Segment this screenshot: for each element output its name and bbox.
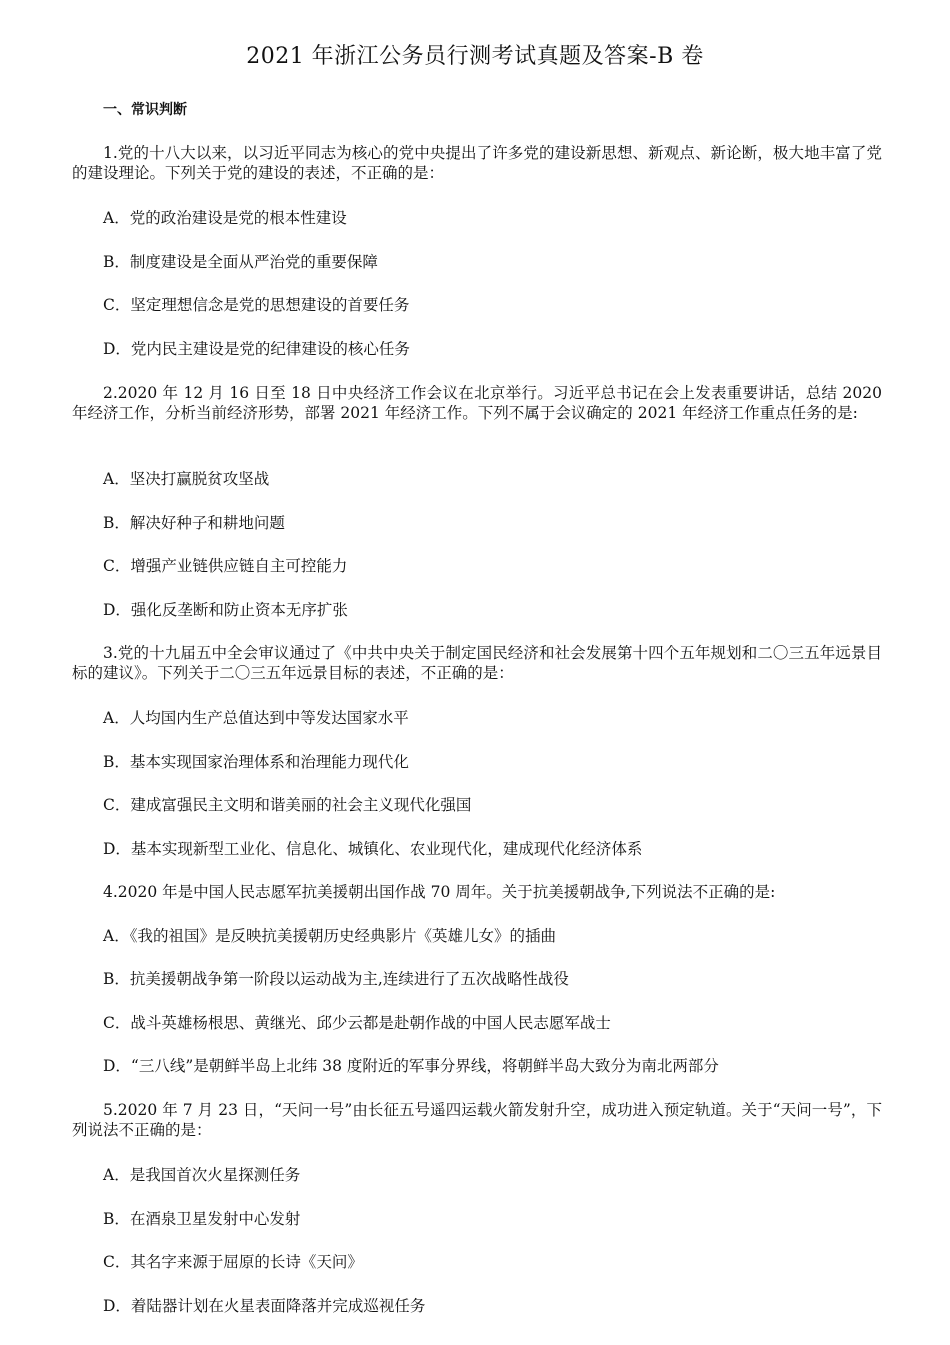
section-heading: 一、常识判断 [103, 102, 187, 118]
question-1-option-b: B．制度建设是全面从严治党的重要保障 [103, 253, 378, 271]
document-title: 2021 年浙江公务员行测考试真题及答案-B 卷 [246, 44, 704, 69]
question-1-option-d: D．党内民主建设是党的纪律建设的核心任务 [103, 340, 410, 358]
question-3-stem: 3.党的十九届五中全会审议通过了《中共中央关于制定国民经济和社会发展第十四个五年规划和二〇三五年远景目标的建议》。下列关于二〇三五年远景目标的表述，不正确的是： [72, 644, 882, 682]
question-3-option-b: B．基本实现国家治理体系和治理能力现代化 [103, 753, 409, 771]
question-4-option-c: C．战斗英雄杨根思、黄继光、邱少云都是赴朝作战的中国人民志愿军战士 [103, 1014, 611, 1032]
question-2-option-a: A．坚决打赢脱贫攻坚战 [103, 470, 270, 488]
question-4-stem: 4.2020 年是中国人民志愿军抗美援朝出国作战 70 周年。关于抗美援朝战争,下列说法不正确的是: [103, 883, 776, 901]
question-4-option-b: B．抗美援朝战争第一阶段以运动战为主,连续进行了五次战略性战役 [103, 970, 569, 988]
question-3-option-d: D．基本实现新型工业化、信息化、城镇化、农业现代化，建成现代化经济体系 [103, 840, 643, 858]
question-5-stem: 5.2020 年 7 月 23 日，“天问一号”由长征五号遥四运载火箭发射升空，成功进入预定轨道。关于“天问一号”，下列说法不正确的是： [72, 1101, 882, 1139]
question-5-option-d: D．着陆器计划在火星表面降落并完成巡视任务 [103, 1297, 426, 1315]
question-1-stem: 1.党的十八大以来，以习近平同志为核心的党中央提出了许多党的建设新思想、新观点、新论断，极大地丰富了党的建设理论。下列关于党的建设的表述，不正确的是： [72, 144, 882, 182]
question-3-option-c: C．建成富强民主文明和谐美丽的社会主义现代化强国 [103, 796, 472, 814]
question-2-stem: 2.2020 年 12 月 16 日至 18 日中央经济工作会议在北京举行。习近平总书记在会上发表重要讲话，总结 2020 年经济工作，分析当前经济形势，部署 2021 年经济工作。下列不属于会议确定的 2021 年经济工作重点任务的是: [72, 384, 882, 422]
question-2-option-b: B．解决好种子和耕地问题 [103, 514, 285, 532]
question-2-option-c: C．增强产业链供应链自主可控能力 [103, 557, 348, 575]
question-4-option-d: D．“三八线”是朝鲜半岛上北纬 38 度附近的军事分界线，将朝鲜半岛大致分为南北两部分 [103, 1057, 719, 1075]
question-1-option-c: C．坚定理想信念是党的思想建设的首要任务 [103, 296, 410, 314]
question-2-option-d: D．强化反垄断和防止资本无序扩张 [103, 601, 348, 619]
question-5-option-c: C．其名字来源于屈原的长诗《天问》 [103, 1253, 363, 1271]
question-3-option-a: A．人均国内生产总值达到中等发达国家水平 [103, 709, 409, 727]
question-5-option-a: A．是我国首次火星探测任务 [103, 1166, 301, 1184]
question-1-option-a: A．党的政治建设是党的根本性建设 [103, 209, 347, 227]
question-5-option-b: B．在酒泉卫星发射中心发射 [103, 1210, 301, 1228]
question-4-option-a: A．《我的祖国》是反映抗美援朝历史经典影片《英雄儿女》的插曲 [103, 927, 556, 945]
